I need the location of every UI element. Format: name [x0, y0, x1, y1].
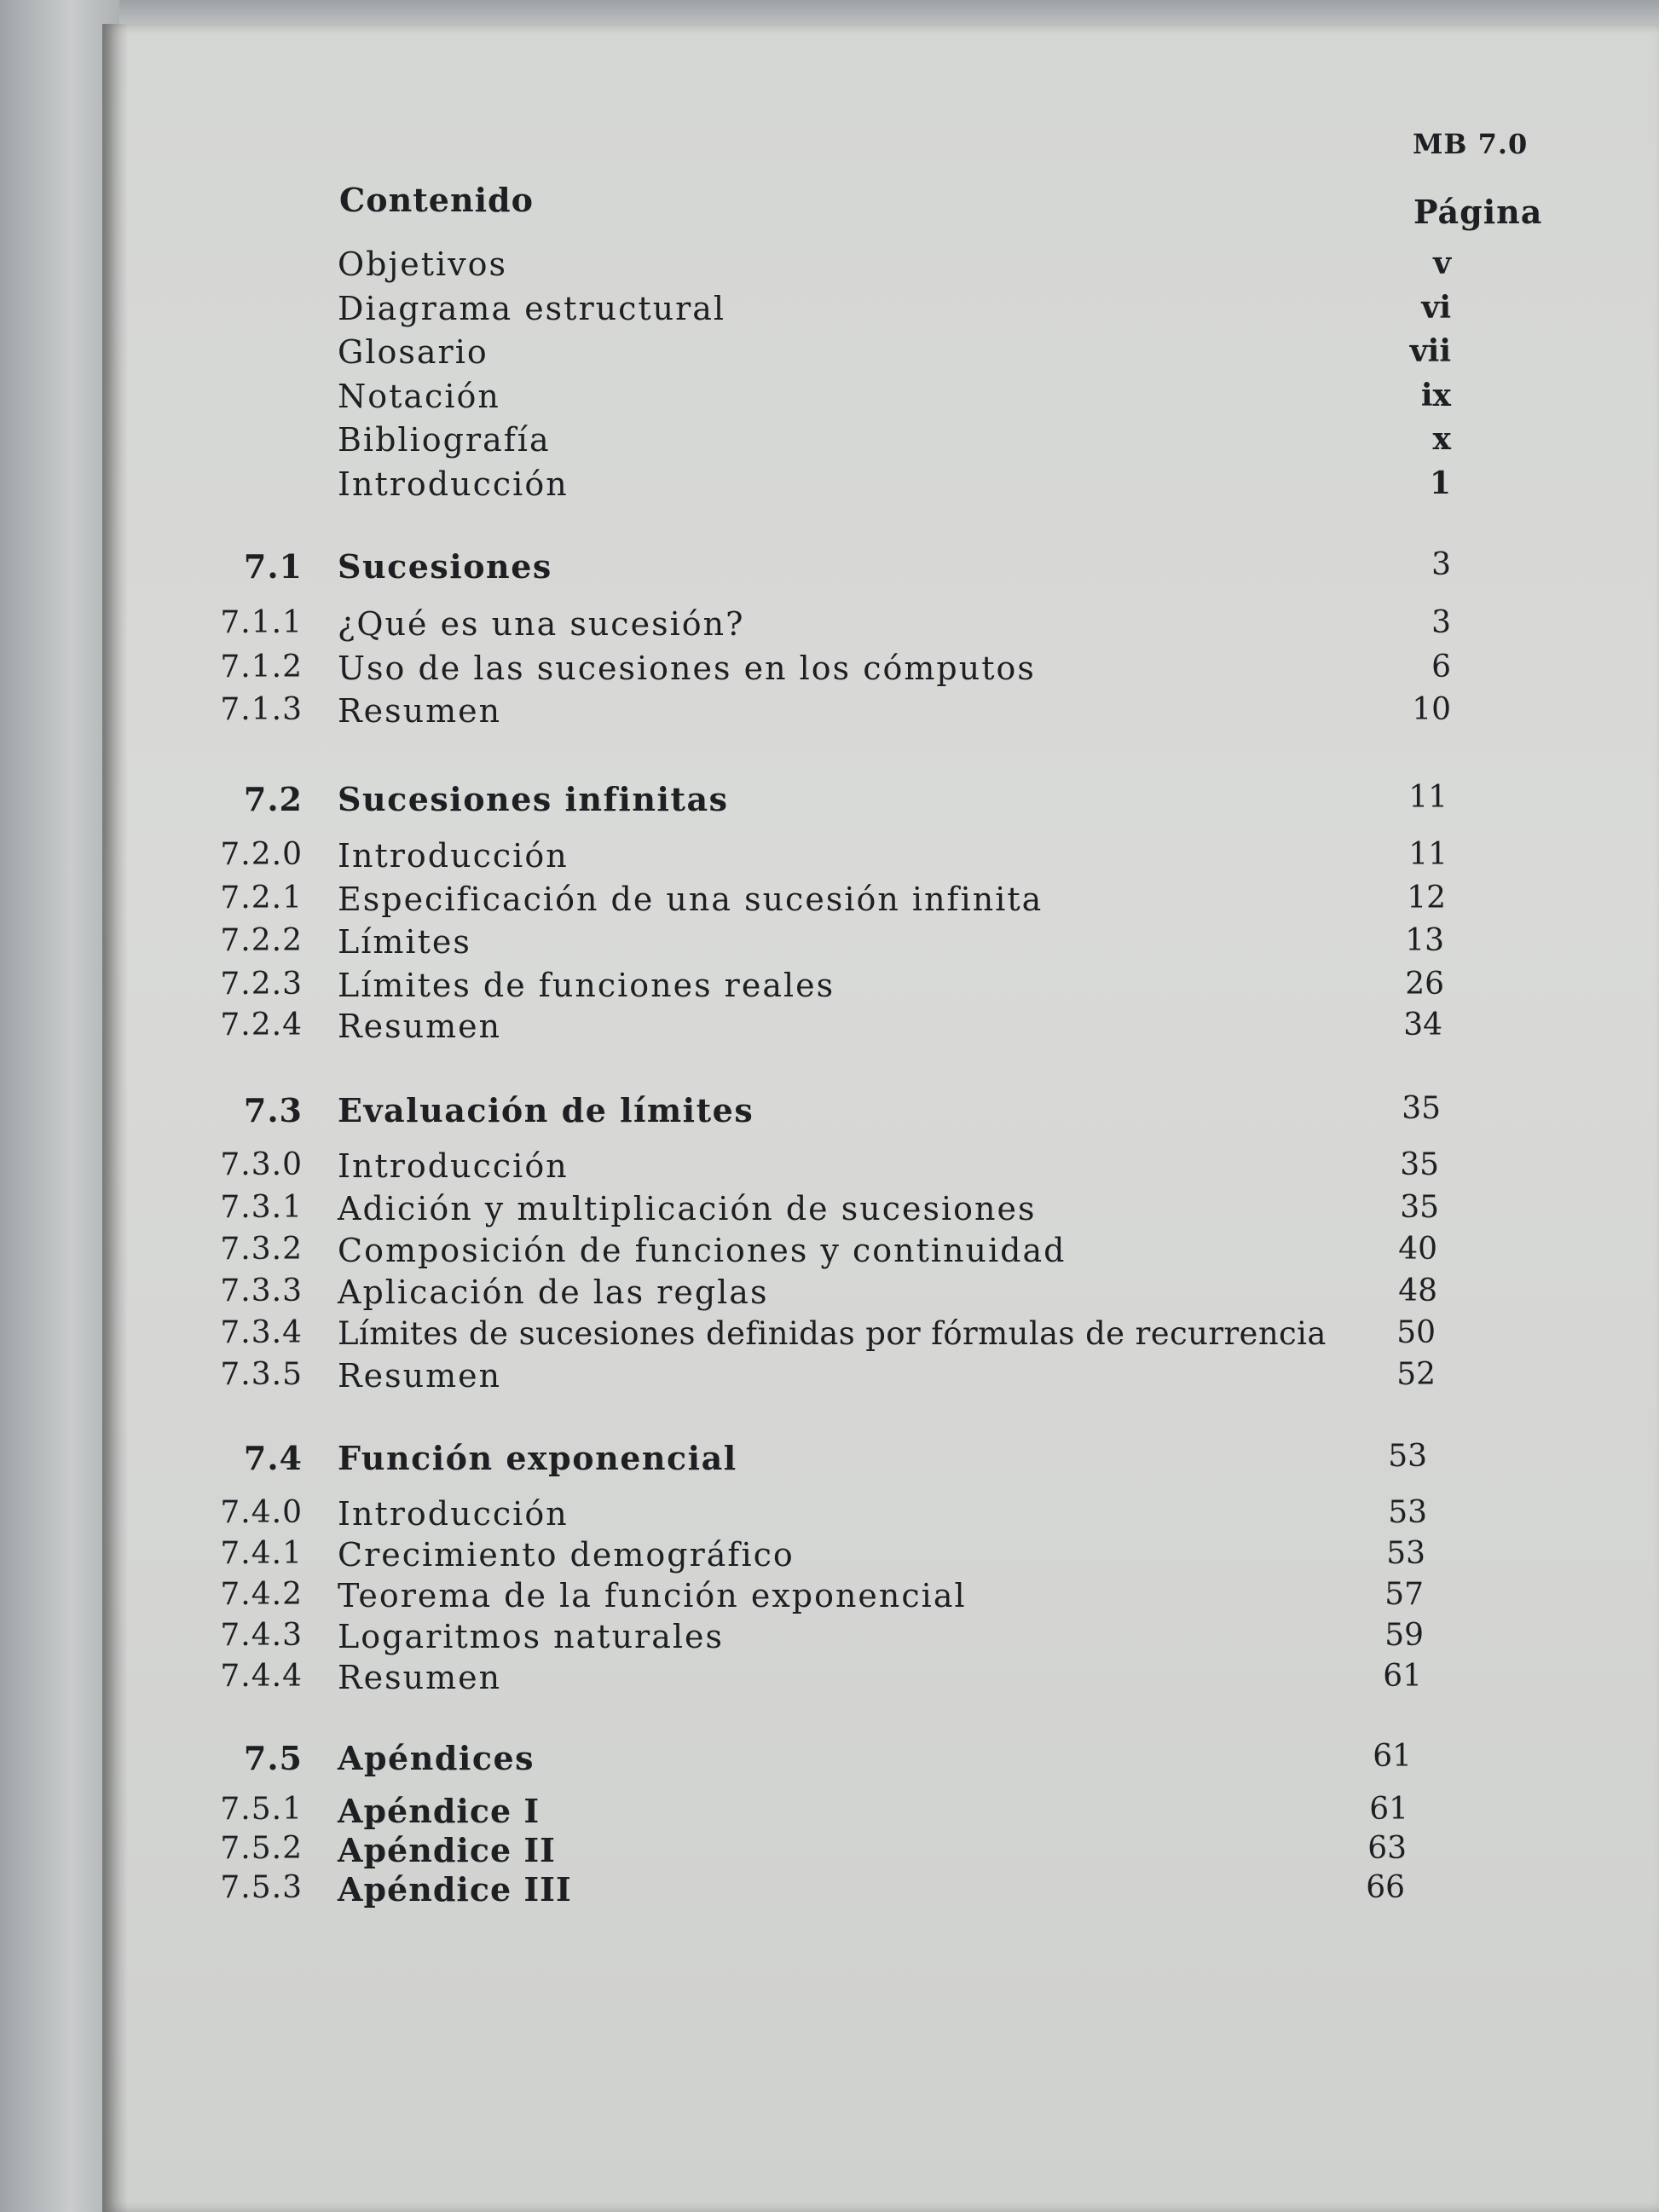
subsection-entry	[0, 1792, 1659, 1831]
section-title: Evaluación de límites	[338, 1091, 754, 1129]
subsection-page: 34	[1403, 1008, 1442, 1042]
subsection-entry	[0, 1831, 1659, 1870]
subsection-entry	[0, 1273, 1659, 1313]
subsection-entry	[0, 605, 1659, 644]
subsection-page: 10	[1412, 692, 1451, 727]
subsection-entry	[0, 650, 1659, 689]
subsection-page: 11	[1408, 837, 1448, 872]
entry-title: Bibliografía	[338, 421, 551, 459]
subsection-entry	[0, 1315, 1659, 1354]
subsection-title: Límites de funciones reales	[338, 967, 835, 1004]
subsection-entry	[0, 967, 1659, 1006]
subsection-entry	[0, 692, 1659, 731]
subsection-page: 53	[1388, 1495, 1427, 1530]
entry-page: vii	[1409, 333, 1451, 369]
front-matter-entry	[0, 378, 1659, 417]
subsection-number: 7.3.1	[220, 1190, 303, 1225]
entry-page: ix	[1420, 378, 1451, 413]
subsection-number: 7.4.3	[220, 1618, 303, 1653]
subsection-page: 61	[1383, 1659, 1422, 1694]
page-column-heading: Página	[1413, 193, 1543, 231]
subsection-page: 53	[1386, 1536, 1425, 1571]
subsection-page: 50	[1396, 1315, 1436, 1350]
subsection-title: Aplicación de las reglas	[338, 1273, 769, 1311]
subsection-number: 7.2.0	[220, 837, 303, 872]
subsection-number: 7.3.2	[220, 1232, 303, 1267]
subsection-number: 7.3.3	[220, 1273, 303, 1308]
subsection-entry	[0, 837, 1659, 876]
subsection-page: 52	[1396, 1357, 1436, 1392]
front-matter-entry	[0, 245, 1659, 285]
subsection-title: Crecimiento demográfico	[338, 1536, 795, 1574]
subsection-page: 66	[1366, 1870, 1405, 1905]
subsection-entry	[0, 1232, 1659, 1271]
entry-page: v	[1433, 245, 1451, 281]
section-title: Función exponencial	[338, 1439, 737, 1477]
subsection-number: 7.5.1	[220, 1792, 303, 1827]
section-number: 7.3	[243, 1091, 303, 1129]
subsection-entry	[0, 1618, 1659, 1657]
entry-title: Glosario	[338, 333, 488, 371]
entry-title: Notación	[338, 378, 500, 415]
section-heading-7-5	[0, 1739, 1659, 1778]
front-matter-entry	[0, 465, 1659, 505]
entry-title: Objetivos	[338, 245, 508, 283]
subsection-entry	[0, 1008, 1659, 1047]
subsection-page: 59	[1384, 1618, 1424, 1653]
subsection-title: Límites	[338, 923, 471, 961]
entry-page: x	[1432, 421, 1451, 457]
subsection-title: Introducción	[338, 837, 569, 875]
subsection-number: 7.3.5	[220, 1357, 303, 1392]
subsection-entry	[0, 1536, 1659, 1575]
section-page: 53	[1388, 1439, 1427, 1474]
subsection-entry	[0, 881, 1659, 920]
section-number: 7.5	[243, 1739, 303, 1777]
section-page: 35	[1402, 1091, 1441, 1126]
subsection-title: Composición de funciones y continuidad	[338, 1232, 1066, 1269]
subsection-entry	[0, 923, 1659, 962]
subsection-entry	[0, 1577, 1659, 1616]
front-matter-entry	[0, 290, 1659, 329]
contents-heading: Contenido	[339, 181, 534, 219]
subsection-entry	[0, 1495, 1659, 1534]
entry-page: vi	[1421, 290, 1451, 326]
subsection-number: 7.4.1	[220, 1536, 303, 1571]
subsection-page: 40	[1398, 1232, 1437, 1267]
front-matter-entry	[0, 333, 1659, 373]
section-number: 7.1	[243, 547, 303, 586]
section-heading-7-1	[0, 547, 1659, 586]
subsection-title: Resumen	[338, 1659, 502, 1696]
subsection-entry	[0, 1190, 1659, 1229]
subsection-title: Resumen	[338, 692, 502, 730]
subsection-entry	[0, 1870, 1659, 1909]
subsection-entry	[0, 1357, 1659, 1396]
subsection-page: 48	[1398, 1273, 1437, 1308]
subsection-title: Resumen	[338, 1357, 502, 1395]
subsection-number: 7.1.2	[220, 650, 303, 684]
page-code: MB 7.0	[1413, 128, 1529, 160]
subsection-title: Logaritmos naturales	[338, 1618, 725, 1655]
subsection-title: Adición y multiplicación de sucesiones	[338, 1190, 1037, 1227]
section-page: 3	[1431, 547, 1451, 582]
subsection-title: Uso de las sucesiones en los cómputos	[338, 650, 1036, 687]
subsection-page: 61	[1369, 1792, 1408, 1827]
subsection-entry	[0, 1147, 1659, 1187]
entry-title: Diagrama estructural	[338, 290, 726, 327]
subsection-page: 35	[1400, 1190, 1439, 1225]
subsection-page: 3	[1431, 605, 1451, 640]
subsection-entry	[0, 1659, 1659, 1698]
section-title: Sucesiones	[338, 547, 552, 586]
section-page: 11	[1408, 780, 1448, 815]
section-number: 7.4	[243, 1439, 303, 1477]
subsection-title: Introducción	[338, 1147, 569, 1185]
subsection-number: 7.1.1	[220, 605, 303, 640]
subsection-number: 7.2.3	[220, 967, 303, 1002]
subsection-number: 7.4.2	[220, 1577, 303, 1612]
subsection-number: 7.3.0	[220, 1147, 303, 1182]
subsection-title: ¿Qué es una sucesión?	[338, 605, 745, 643]
section-heading-7-3	[0, 1091, 1659, 1130]
subsection-title: Teorema de la función exponencial	[338, 1577, 967, 1614]
subsection-number: 7.2.4	[220, 1008, 303, 1042]
subsection-page: 12	[1407, 881, 1446, 915]
subsection-title: Apéndice II	[338, 1831, 556, 1869]
subsection-number: 7.5.3	[220, 1870, 303, 1905]
subsection-number: 7.1.3	[220, 692, 303, 727]
section-heading-7-2	[0, 780, 1659, 819]
section-title: Apéndices	[338, 1739, 535, 1777]
entry-title: Introducción	[338, 465, 569, 503]
subsection-page: 13	[1405, 923, 1444, 958]
subsection-title: Apéndice I	[338, 1792, 540, 1830]
subsection-page: 57	[1384, 1577, 1424, 1612]
subsection-page: 6	[1431, 650, 1451, 684]
subsection-page: 35	[1400, 1147, 1439, 1182]
subsection-number: 7.3.4	[220, 1315, 303, 1350]
entry-page: 1	[1429, 465, 1451, 501]
subsection-page: 26	[1405, 967, 1444, 1002]
section-heading-7-4	[0, 1439, 1659, 1478]
subsection-title: Límites de sucesiones definidas por fórmulas de recurrencia	[338, 1315, 1327, 1352]
subsection-number: 7.4.0	[220, 1495, 303, 1530]
subsection-number: 7.2.1	[220, 881, 303, 915]
subsection-number: 7.2.2	[220, 923, 303, 958]
section-title: Sucesiones infinitas	[338, 780, 729, 818]
section-number: 7.2	[243, 780, 303, 818]
subsection-title: Especificación de una sucesión infinita	[338, 881, 1043, 918]
subsection-number: 7.5.2	[220, 1831, 303, 1866]
subsection-title: Apéndice III	[338, 1870, 572, 1909]
subsection-page: 63	[1367, 1831, 1407, 1866]
subsection-number: 7.4.4	[220, 1659, 303, 1694]
subsection-title: Resumen	[338, 1008, 502, 1045]
subsection-title: Introducción	[338, 1495, 569, 1533]
section-page: 61	[1373, 1739, 1412, 1774]
front-matter-entry	[0, 421, 1659, 460]
